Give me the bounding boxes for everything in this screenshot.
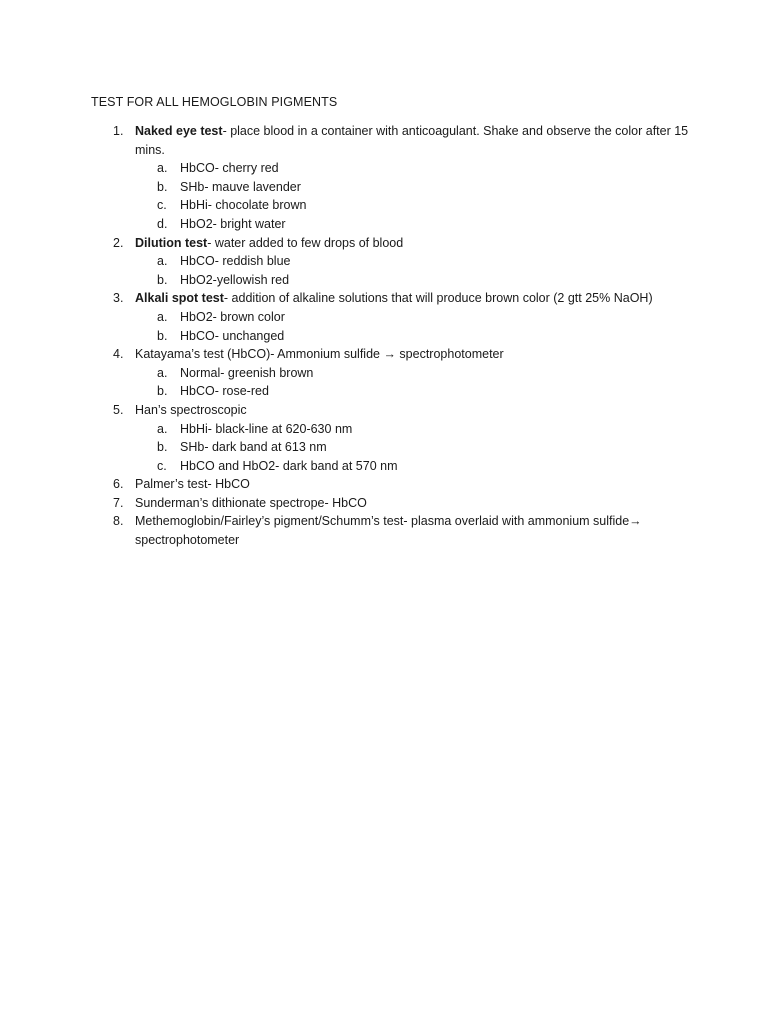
item-text: Katayama’s test (HbCO)- Ammonium sulfide → spectrophotometer [135,347,504,362]
list-item [91,475,691,494]
item-number: 7. [113,495,124,510]
item-number: 5. [113,402,124,417]
sub-list-item [135,215,691,234]
sub-list [135,420,691,476]
item-description: - addition of alkaline solutions that will produce brown color (2 gtt 25% NaOH) [223,291,653,306]
sub-list [135,364,691,401]
sub-item-letter: c. [157,458,167,473]
list-item [91,289,691,345]
sub-item-letter: b. [157,384,168,399]
sub-item-text: HbO2-yellowish red [180,272,290,287]
list-item [91,512,691,549]
sub-item-text: HbCO- reddish blue [180,254,291,269]
list-item [91,345,691,401]
item-text [135,289,691,308]
sub-item-letter: b. [157,328,168,343]
sub-item-text: Normal- greenish brown [180,365,314,380]
sub-list-item [135,308,691,327]
sub-list-item [135,364,691,383]
item-number: 2. [113,235,124,250]
sub-item-letter: c. [157,198,167,213]
sub-item-text: HbCO- rose-red [180,384,269,399]
item-number: 1. [113,124,124,138]
sub-list [135,159,691,233]
item-label: Naked eye test [135,124,223,138]
sub-list-item [135,159,691,178]
item-label: Alkali spot test [135,291,224,306]
sub-item-text: HbCO and HbO2- dark band at 570 nm [180,458,398,473]
sub-item-letter: a. [157,365,168,380]
item-number: 4. [113,347,124,362]
item-text: Palmer’s test- HbCO [135,477,250,492]
list-item [91,494,691,513]
sub-list-item [135,457,691,476]
item-label: Dilution test [135,235,208,250]
sub-item-letter: b. [157,179,168,194]
sub-list-item [135,196,691,215]
sub-item-text: HbCO- unchanged [180,328,285,343]
item-number: 6. [113,477,124,492]
item-description: - water added to few drops of blood [207,235,404,250]
sub-list-item [135,271,691,290]
sub-list-item [135,327,691,346]
sub-item-text: SHb- mauve lavender [180,179,301,194]
list-item [91,234,691,290]
item-description: - place blood in a container with anticoagulant. Shake and observe the color after 15 mins. [135,124,689,157]
test-list [91,122,691,550]
item-number: 8. [113,514,124,529]
item-text [135,122,691,159]
sub-item-text: HbO2- brown color [180,309,285,324]
sub-list-item [135,420,691,439]
sub-list [135,252,691,289]
sub-item-letter: a. [157,161,168,176]
sub-item-text: HbO2- bright water [180,216,286,231]
sub-list-item [135,252,691,271]
sub-item-text: HbCO- cherry red [180,161,279,176]
sub-list-item [135,178,691,197]
list-item [91,401,691,475]
sub-list [135,308,691,345]
sub-item-text: HbHi- chocolate brown [180,198,307,213]
item-text: Methemoglobin/Fairley’s pigment/Schumm’s test- plasma overlaid with ammonium sulfide→ spectrophotometer [135,514,642,548]
sub-item-letter: d. [157,216,168,231]
item-text: Sunderman’s dithionate spectrope- HbCO [135,495,367,510]
sub-list-item [135,438,691,457]
sub-item-text: HbHi- black-line at 620-630 nm [180,421,353,436]
sub-item-letter: a. [157,309,168,324]
sub-item-letter: a. [157,421,168,436]
sub-item-text: SHb- dark band at 613 nm [180,440,327,455]
list-item [91,122,691,234]
sub-item-letter: b. [157,440,168,455]
item-text [135,234,691,253]
sub-item-letter: a. [157,254,168,269]
item-number: 3. [113,291,124,306]
sub-item-letter: b. [157,272,168,287]
item-text: Han’s spectroscopic [135,402,247,417]
document-title: TEST FOR ALL HEMOGLOBIN PIGMENTS [91,95,338,109]
sub-list-item [135,382,691,401]
